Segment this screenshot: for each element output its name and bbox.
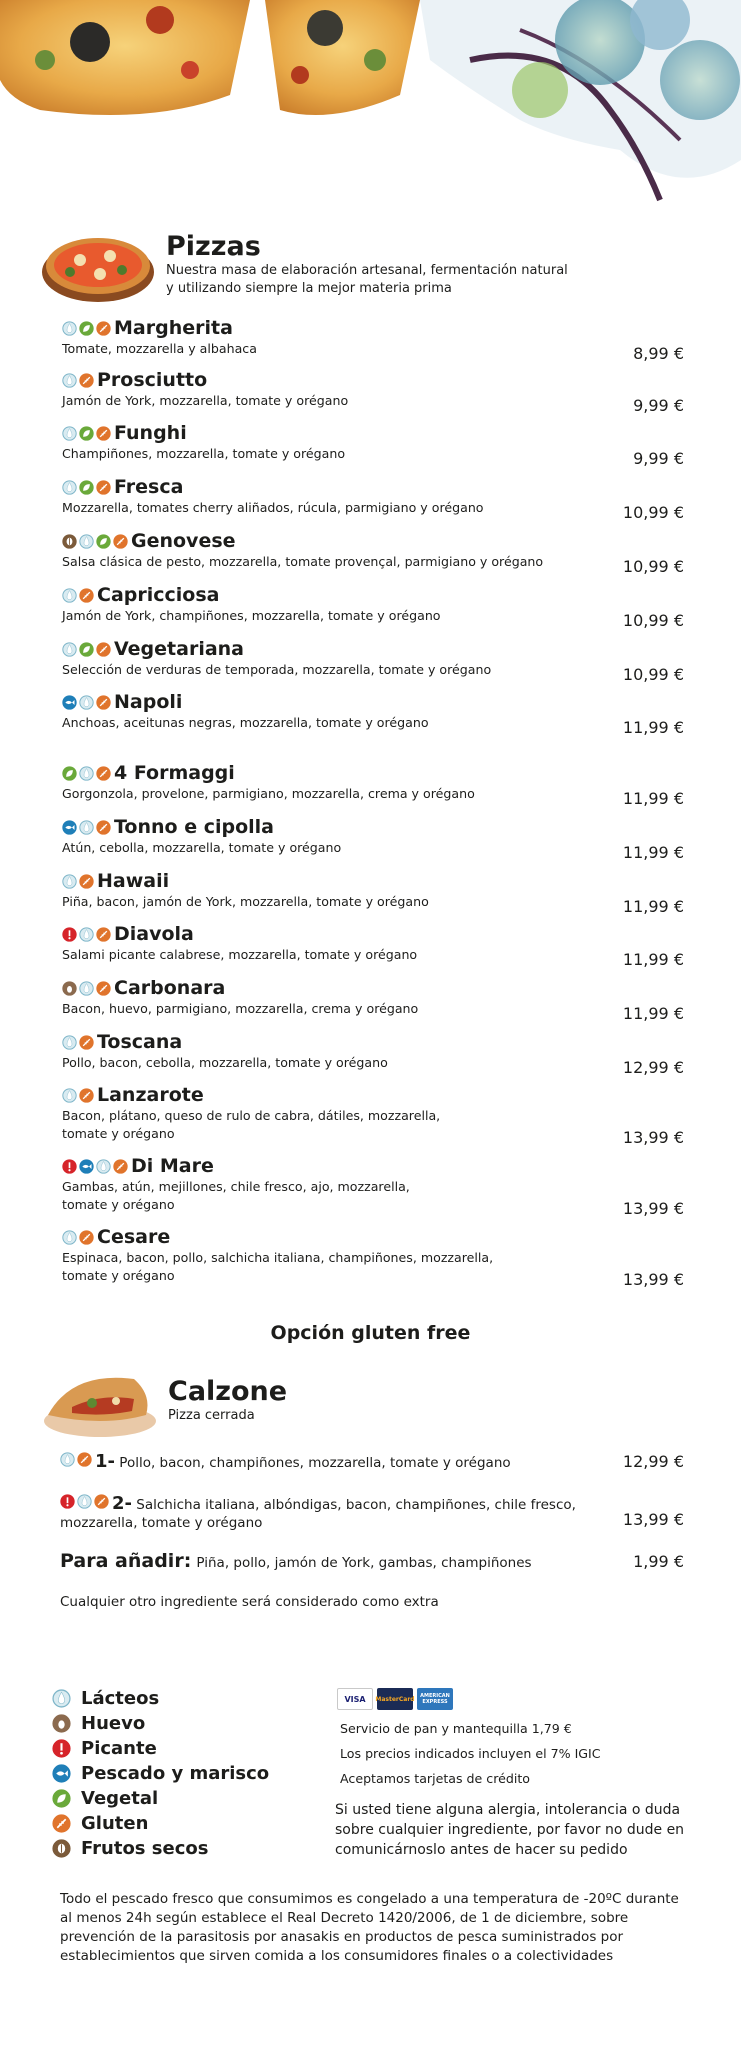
item-name: Diavola	[114, 923, 194, 945]
item-price: 11,99 €	[622, 718, 684, 737]
allergen-icons	[62, 766, 111, 781]
legend-label: Lácteos	[81, 1688, 160, 1709]
picante-icon	[62, 927, 77, 942]
calzone-number: 2-	[112, 1493, 132, 1514]
add-ons-label: Para añadir:	[60, 1550, 192, 1572]
item-price: 9,99 €	[633, 449, 684, 468]
legend-item-frutos-secos	[52, 1836, 269, 1861]
item-name: Toscana	[97, 1031, 183, 1053]
frutos-secos-icon	[52, 1839, 71, 1858]
lacteos-icon	[62, 1035, 77, 1050]
legend-label: Huevo	[81, 1713, 146, 1734]
menu-item	[62, 690, 684, 737]
menu-item	[62, 637, 684, 684]
item-price: 10,99 €	[622, 557, 684, 576]
legend-label: Gluten	[81, 1813, 149, 1834]
item-name: Margherita	[114, 317, 233, 339]
lacteos-icon	[62, 321, 77, 336]
allergen-icons	[62, 695, 111, 710]
menu-item	[62, 368, 684, 415]
add-ons-text: Piña, pollo, jamón de York, gambas, champiñones	[196, 1555, 532, 1571]
allergy-note: Si usted tiene alguna alergia, intolerancia o duda sobre cualquier ingrediente, por favor no dude en comunicárnoslo antes de hacer su pedido	[335, 1802, 685, 1858]
item-name: Carbonara	[114, 977, 226, 999]
pescado-icon	[79, 1159, 94, 1174]
allergen-icons	[62, 480, 111, 495]
gluten-icon	[52, 1814, 71, 1833]
item-description: Bacon, plátano, queso de rulo de cabra, dátiles, mozzarella, tomate y orégano	[62, 1108, 441, 1141]
calzone-price: 13,99 €	[622, 1510, 684, 1529]
item-description: Salami picante calabrese, mozzarella, tomate y orégano	[62, 947, 418, 962]
item-description: Champiñones, mozzarella, tomate y orégano	[62, 446, 346, 461]
menu-item	[62, 815, 684, 862]
add-ons-row	[60, 1550, 684, 1572]
legend-item-pescado	[52, 1761, 269, 1786]
picante-icon	[62, 1159, 77, 1174]
legend-item-gluten	[52, 1811, 269, 1836]
allergen-icons	[62, 1035, 94, 1050]
gluten-icon	[113, 1159, 128, 1174]
extra-note: Cualquier otro ingrediente será considerado como extra	[60, 1594, 439, 1610]
pizza-image	[40, 228, 156, 304]
allergen-icons	[62, 534, 128, 549]
menu-item	[62, 1030, 684, 1077]
gluten-icon	[77, 1452, 92, 1467]
gluten-icon	[96, 642, 111, 657]
calzone-price: 12,99 €	[622, 1452, 684, 1471]
lacteos-icon	[62, 1230, 77, 1245]
item-price: 13,99 €	[622, 1199, 684, 1218]
menu-item	[62, 869, 684, 916]
calzone-subtitle: Pizza cerrada	[168, 1408, 255, 1423]
bread-service-note: Servicio de pan y mantequilla 1,79 €	[340, 1721, 572, 1736]
allergen-icons	[62, 642, 111, 657]
item-price: 11,99 €	[622, 843, 684, 862]
item-price: 12,99 €	[622, 1058, 684, 1077]
allergen-icons	[62, 321, 111, 336]
item-name: Tonno e cipolla	[114, 816, 274, 838]
calzone-description: Pollo, bacon, champiñones, mozzarella, tomate y orégano	[119, 1455, 511, 1471]
item-name: Cesare	[97, 1226, 171, 1248]
gluten-icon	[79, 1088, 94, 1103]
menu-item	[62, 1083, 684, 1147]
lacteos-icon	[79, 695, 94, 710]
item-description: Salsa clásica de pesto, mozzarella, tomate provençal, parmigiano y orégano	[62, 554, 544, 569]
fish-freezing-note: Todo el pescado fresco que consumimos es congelado a una temperatura de -20ºC durante al menos 24h según establece el Real Decreto 1420/2006, de 1 de diciembre, sobre prevención de la parasitosis por anasakis en productos de pesca suministrados por establecimientos que sirven comida a los consumidores finales o a colectividades	[60, 1891, 679, 1964]
lacteos-icon	[79, 820, 94, 835]
gluten-icon	[79, 874, 94, 889]
header-art	[0, 0, 741, 215]
menu-item	[62, 922, 684, 969]
lacteos-icon	[52, 1689, 71, 1708]
credit-card-note: Aceptamos tarjetas de crédito	[340, 1771, 531, 1786]
legend-item-picante	[52, 1736, 269, 1761]
calzone-header	[42, 1365, 287, 1441]
lacteos-icon	[62, 1088, 77, 1103]
allergen-icons	[62, 927, 111, 942]
item-description: Selección de verduras de temporada, mozzarella, tomate y orégano	[62, 662, 492, 677]
legend-label: Pescado y marisco	[81, 1763, 270, 1784]
item-description: Piña, bacon, jamón de York, mozzarella, tomate y orégano	[62, 894, 429, 909]
gluten-icon	[94, 1494, 109, 1509]
allergen-icons	[62, 1159, 128, 1174]
gluten-icon	[96, 695, 111, 710]
menu-item	[62, 1154, 684, 1218]
gluten-icon	[79, 1230, 94, 1245]
gluten-icon	[96, 820, 111, 835]
gluten-icon	[79, 588, 94, 603]
item-description: Anchoas, aceitunas negras, mozzarella, tomate y orégano	[62, 715, 429, 730]
menu-item	[62, 583, 684, 630]
pizza-slices-illustration	[0, 0, 741, 215]
vegetal-icon	[79, 642, 94, 657]
pescado-icon	[62, 695, 77, 710]
gluten-icon	[79, 373, 94, 388]
item-name: Funghi	[114, 422, 187, 444]
allergen-icons	[62, 588, 94, 603]
menu-item	[62, 529, 684, 576]
calzone-title: Calzone	[168, 1376, 288, 1407]
gluten-icon	[79, 1035, 94, 1050]
lacteos-icon	[62, 874, 77, 889]
pizzas-subtitle-line1: Nuestra masa de elaboración artesanal, fermentación natural	[166, 263, 568, 278]
allergen-icons	[62, 1088, 94, 1103]
lacteos-icon	[60, 1452, 75, 1467]
allergen-icons	[62, 426, 111, 441]
lacteos-icon	[79, 766, 94, 781]
item-description: Pollo, bacon, cebolla, mozzarella, tomate y orégano	[62, 1055, 388, 1070]
gluten-icon	[96, 426, 111, 441]
pizzas-subtitle-line2: y utilizando siempre la mejor materia prima	[166, 281, 452, 296]
menu-item	[62, 316, 684, 363]
legend-label: Picante	[81, 1738, 157, 1759]
vegetal-icon	[62, 766, 77, 781]
legend-label: Vegetal	[81, 1788, 159, 1809]
gluten-free-heading: Opción gluten free	[270, 1322, 471, 1344]
huevo-icon	[52, 1714, 71, 1733]
item-description: Jamón de York, mozzarella, tomate y orégano	[62, 393, 349, 408]
calzone-item	[60, 1494, 684, 1532]
legend-item-lacteos	[52, 1686, 269, 1711]
item-price: 8,99 €	[633, 344, 684, 363]
item-price: 13,99 €	[622, 1128, 684, 1147]
lacteos-icon	[62, 480, 77, 495]
igic-note: Los precios indicados incluyen el 7% IGIC	[340, 1746, 601, 1761]
item-name: 4 Formaggi	[114, 762, 235, 784]
item-name: Vegetariana	[114, 638, 244, 660]
vegetal-icon	[79, 426, 94, 441]
lacteos-icon	[96, 1159, 111, 1174]
vegetal-icon	[96, 534, 111, 549]
lacteos-icon	[79, 534, 94, 549]
item-description: Mozzarella, tomates cherry aliñados, rúcula, parmigiano y orégano	[62, 500, 484, 515]
item-name: Hawaii	[97, 870, 170, 892]
menu-item	[62, 976, 684, 1023]
item-description: Jamón de York, champiñones, mozzarella, tomate y orégano	[62, 608, 441, 623]
calzone-item	[60, 1452, 684, 1472]
item-description: Gorgonzola, provelone, parmigiano, mozzarella, crema y orégano	[62, 786, 475, 801]
vegetal-icon	[79, 321, 94, 336]
menu-item	[62, 421, 684, 468]
gluten-icon	[96, 480, 111, 495]
item-name: Lanzarote	[97, 1084, 204, 1106]
menu-item	[62, 1225, 684, 1289]
allergen-icons	[62, 874, 94, 889]
lacteos-icon	[79, 981, 94, 996]
calzone-description: Salchicha italiana, albóndigas, bacon, champiñones, chile fresco, mozzarella, tomate y orégano	[60, 1497, 576, 1531]
allergen-legend	[52, 1686, 269, 1861]
legend-label: Frutos secos	[81, 1838, 209, 1859]
vegetal-icon	[52, 1789, 71, 1808]
lacteos-icon	[62, 642, 77, 657]
picante-icon	[60, 1494, 75, 1509]
menu-item	[62, 475, 684, 522]
gluten-icon	[96, 981, 111, 996]
visa-card-icon: VISA	[337, 1688, 373, 1710]
pescado-icon	[62, 820, 77, 835]
item-price: 13,99 €	[622, 1270, 684, 1289]
calzone-image	[42, 1365, 158, 1441]
lacteos-icon	[62, 426, 77, 441]
allergen-icons	[60, 1494, 109, 1509]
item-name: Prosciutto	[97, 369, 208, 391]
item-description: Espinaca, bacon, pollo, salchicha italiana, champiñones, mozzarella, tomate y orégano	[62, 1250, 494, 1283]
allergen-icons	[62, 373, 94, 388]
gluten-icon	[96, 927, 111, 942]
legend-item-huevo	[52, 1711, 269, 1736]
item-price: 11,99 €	[622, 1004, 684, 1023]
add-ons-price: 1,99 €	[633, 1552, 684, 1571]
item-description: Tomate, mozzarella y albahaca	[62, 341, 257, 356]
picante-icon	[52, 1739, 71, 1758]
calzone-number: 1-	[95, 1451, 115, 1472]
item-price: 11,99 €	[622, 950, 684, 969]
legend-item-vegetal	[52, 1786, 269, 1811]
menu-item	[62, 761, 684, 808]
frutos-secos-icon	[62, 534, 77, 549]
lacteos-icon	[62, 373, 77, 388]
pizzas-title: Pizzas	[166, 231, 261, 262]
pescado-icon	[52, 1764, 71, 1783]
credit-cards	[337, 1688, 453, 1710]
item-description: Atún, cebolla, mozzarella, tomate y orégano	[62, 840, 342, 855]
gluten-icon	[96, 766, 111, 781]
item-description: Gambas, atún, mejillones, chile fresco, ajo, mozzarella, tomate y orégano	[62, 1179, 410, 1212]
pizzas-header	[40, 228, 568, 304]
item-price: 10,99 €	[622, 665, 684, 684]
lacteos-icon	[62, 588, 77, 603]
item-price: 11,99 €	[622, 789, 684, 808]
allergen-icons	[60, 1452, 92, 1467]
gluten-icon	[96, 321, 111, 336]
item-name: Fresca	[114, 476, 184, 498]
allergen-icons	[62, 981, 111, 996]
lacteos-icon	[77, 1494, 92, 1509]
lacteos-icon	[79, 927, 94, 942]
item-price: 11,99 €	[622, 897, 684, 916]
amex-card-icon: AMERICAN EXPRESS	[417, 1688, 453, 1710]
item-name: Genovese	[131, 530, 236, 552]
item-price: 10,99 €	[622, 503, 684, 522]
allergen-icons	[62, 1230, 94, 1245]
mastercard-icon: MasterCard	[377, 1688, 413, 1710]
gluten-icon	[113, 534, 128, 549]
item-name: Di Mare	[131, 1155, 214, 1177]
item-price: 10,99 €	[622, 611, 684, 630]
huevo-icon	[62, 981, 77, 996]
item-name: Capricciosa	[97, 584, 220, 606]
vegetal-icon	[79, 480, 94, 495]
item-name: Napoli	[114, 691, 183, 713]
item-description: Bacon, huevo, parmigiano, mozzarella, crema y orégano	[62, 1001, 419, 1016]
allergen-icons	[62, 820, 111, 835]
item-price: 9,99 €	[633, 396, 684, 415]
